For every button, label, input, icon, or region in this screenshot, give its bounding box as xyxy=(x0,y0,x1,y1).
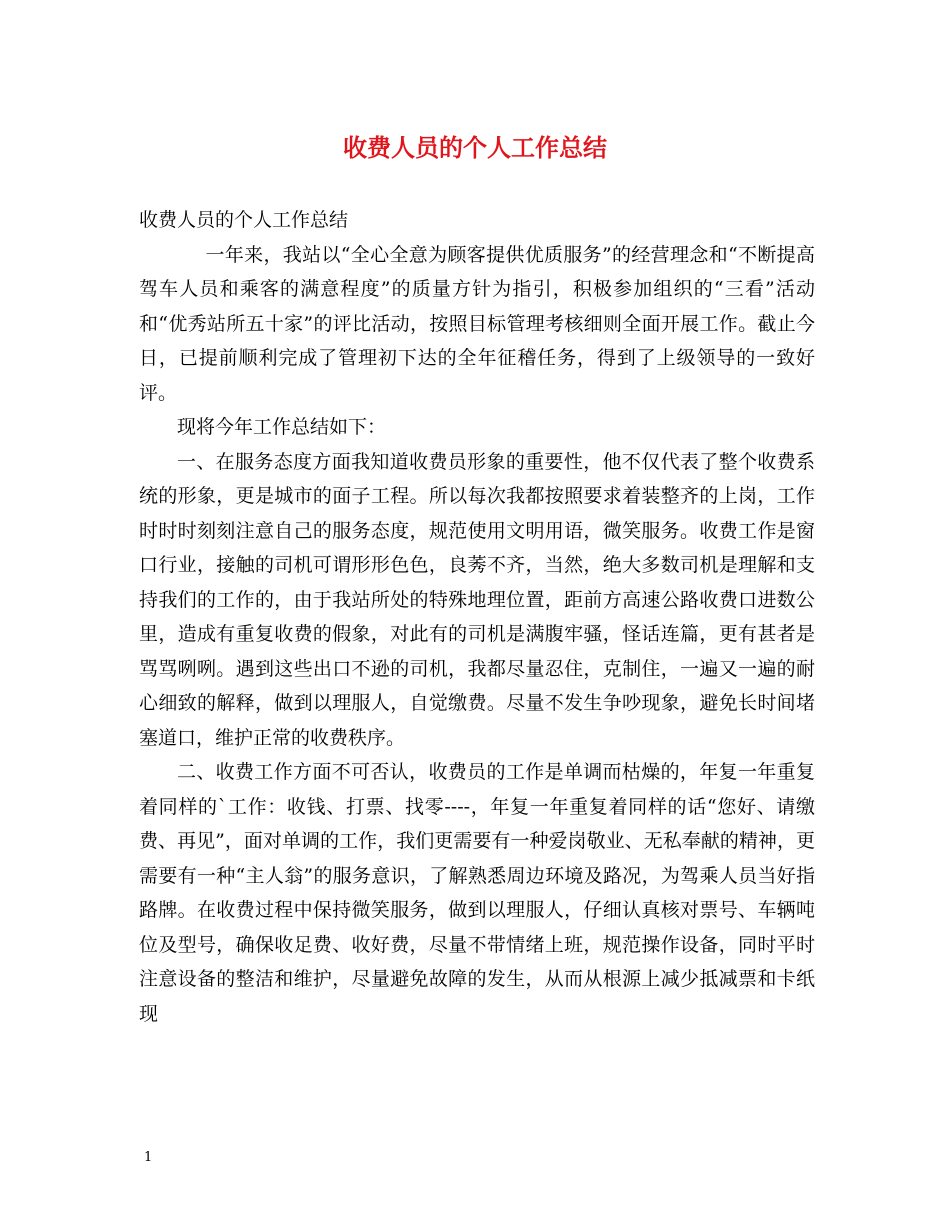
paragraph-summary-lead: 现将今年工作总结如下： xyxy=(177,416,387,438)
page-number: 1 xyxy=(144,1150,153,1165)
paragraph-toll-work: 二、收费工作方面不可否认，收费员的工作是单调而枯燥的，年复一年重复着同样的`工作：收钱、打票、找零----，年复一年重复着同样的话“您好、请缴费、再见”，面对单调的工作，我们更需要有一种爱岗敬业、无私奉献的精神，更需要有一种“主人翁”的服务意识，了解熟悉周边环境及路况，为驾乘人员当好指路牌。在收费过程中保持微笑服务，做到以理服人，仔细认真核对票号、车辆吨位及型号，确保收足费、收好费，尽量不带情绪上班，规范操作设备，同时平时注意设备的整洁和维护，尽量避免故障的发生，从而从根源上减少抵减票和卡纸现 xyxy=(139,761,815,1025)
document-subtitle: 收费人员的个人工作总结 xyxy=(139,209,349,231)
document-body xyxy=(139,203,815,1031)
paragraph-service-attitude: 一、在服务态度方面我知道收费员形象的重要性，他不仅代表了整个收费系统的形象，更是城市的面子工程。所以每次我都按照要求着装整齐的上岗，工作时时时刻刻注意自己的服务态度，规范使用文明用语，微笑服务。收费工作是窗口行业，接触的司机可谓形形色色，良莠不齐，当然，绝大多数司机是理解和支持我们的工作的，由于我站所处的特殊地理位置，距前方高速公路收费口进数公里，造成有重复收费的假象，对此有的司机是满腹牢骚，怪话连篇，更有甚者是骂骂咧咧。遇到这些出口不逊的司机，我都尽量忍住，克制住，一遍又一遍的耐心细致的解释，做到以理服人，自觉缴费。尽量不发生争吵现象，避免长时间堵塞道口，维护正常的收费秩序。 xyxy=(139,450,815,749)
paragraph-intro: 一年来，我站以“全心全意为顾客提供优质服务”的经营理念和“不断提高驾车人员和乘客的满意程度”的质量方针为指引，积极参加组织的“三看”活动和“优秀站所五十家”的评比活动，按照目标管理考核细则全面开展工作。截止今日，已提前顺利完成了管理初下达的全年征稽任务，得到了上级领导的一致好评。 xyxy=(139,243,815,404)
document-title: 收费人员的个人工作总结 xyxy=(343,133,607,162)
